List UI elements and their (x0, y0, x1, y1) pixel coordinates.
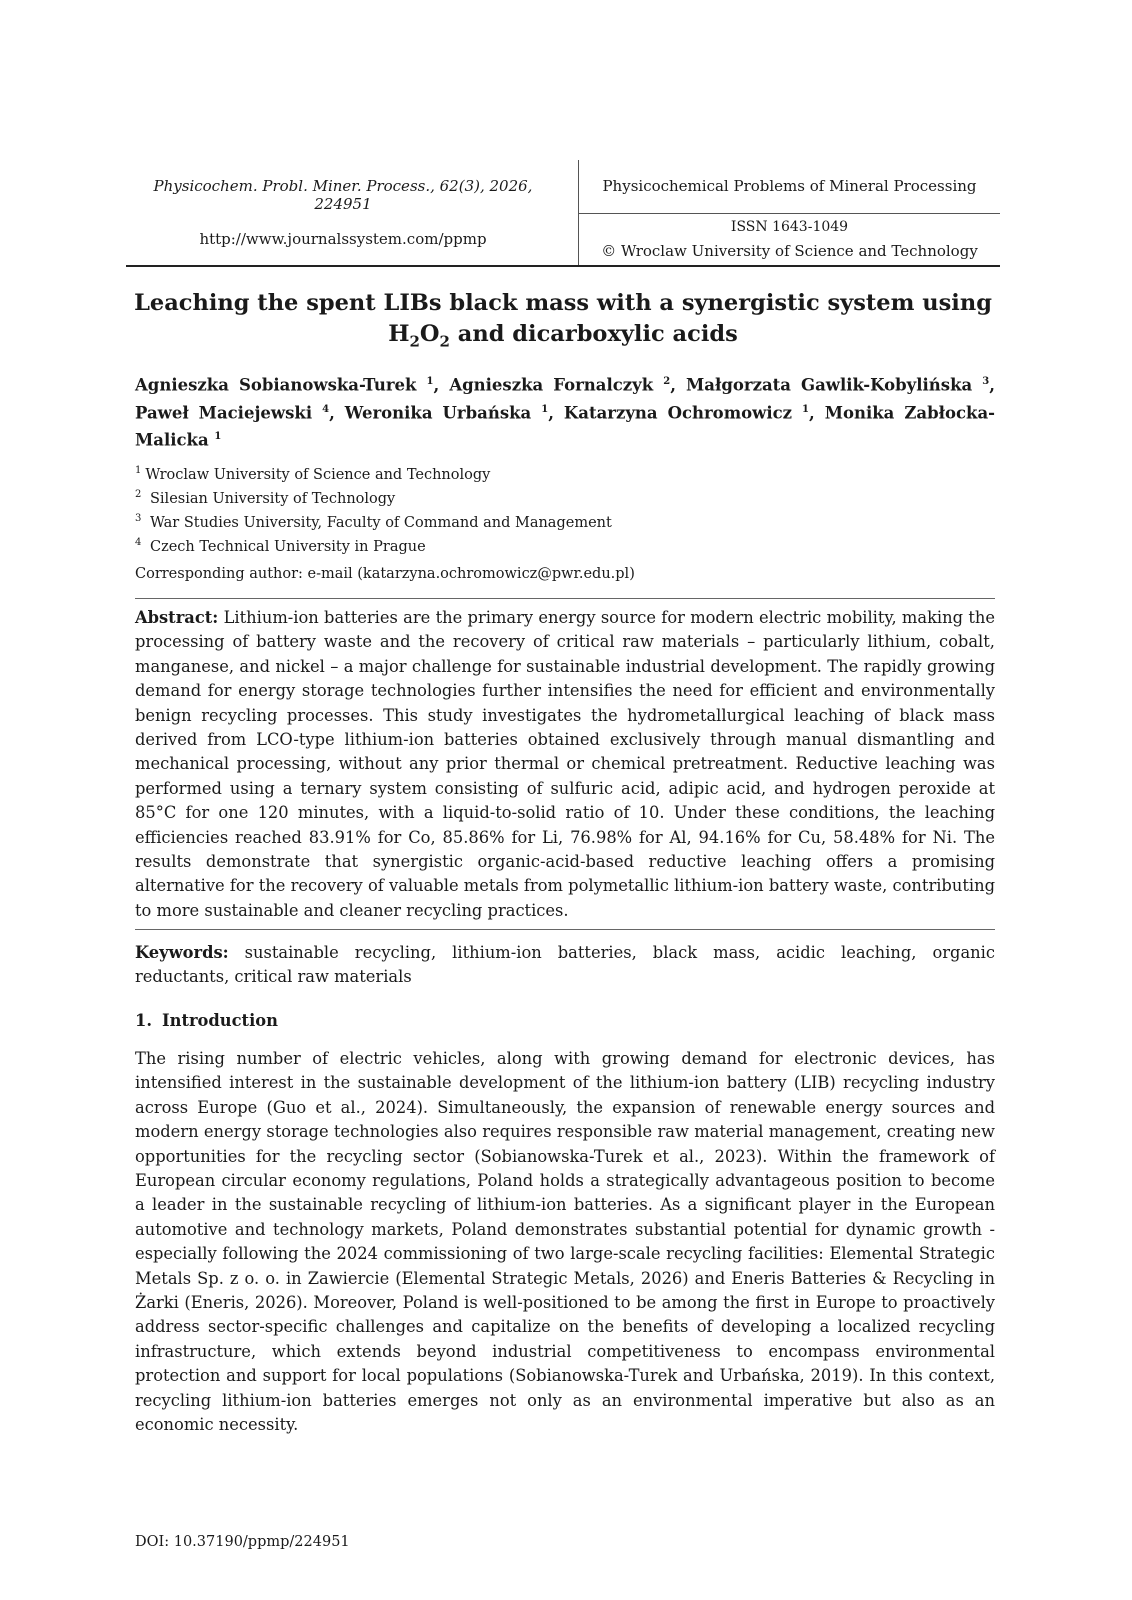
title-formula-h: H (388, 321, 410, 347)
affiliation-item (135, 507, 995, 531)
author-separator: , (809, 403, 825, 422)
author-name: Weronika Urbańska (344, 403, 532, 422)
abstract-bottom-rule (135, 929, 995, 930)
header-rule (126, 265, 1000, 267)
journal-copyright: © Wroclaw University of Science and Technology (601, 242, 978, 260)
author-separator: , (548, 403, 564, 422)
affiliation-number: 2 (135, 489, 142, 500)
keywords (135, 941, 995, 990)
abstract (135, 606, 995, 923)
author-name: Katarzyna Ochromowicz (563, 403, 793, 422)
author-affiliation-mark: 2 (663, 376, 671, 387)
corresponding-author: Corresponding author: e-mail (katarzyna.ochromowicz@pwr.edu.pl) (135, 566, 635, 582)
affiliation-item (135, 483, 995, 507)
journal-header (126, 160, 1000, 268)
paper-title (126, 288, 1000, 358)
affiliation-text: War Studies University, Faculty of Command and Management (149, 514, 612, 531)
journal-name: Physicochemical Problems of Mineral Processing (602, 177, 977, 195)
author-affiliation-mark: 1 (541, 403, 549, 415)
keywords-text: sustainable recycling, lithium-ion batteries, black mass, acidic leaching, organic reductants, critical raw materials (135, 943, 995, 987)
author-affiliation-mark: 1 (214, 431, 222, 442)
title-formula-o: O (419, 321, 440, 347)
title-formula-sub: 2 (439, 332, 450, 351)
affiliation-number: 4 (135, 537, 142, 548)
section-heading (135, 1011, 278, 1030)
title-line-1: Leaching the spent LIBs black mass with a synergistic system using (134, 290, 992, 316)
journal-issn: ISSN 1643-1049 (730, 219, 849, 235)
author-affiliation-mark: 3 (982, 376, 990, 387)
author-name: Paweł Maciejewski (135, 403, 313, 422)
title-line-2: and dicarboxylic acids (449, 321, 738, 347)
author-affiliation-mark: 4 (322, 403, 330, 415)
author-separator: , (433, 375, 450, 395)
author-name: Monika Zabłocka-Malicka (135, 403, 995, 450)
journal-citation: Physicochem. Probl. Miner. Process., 62(3), 2026, 224951 (153, 177, 533, 213)
author-separator: , (329, 403, 345, 422)
affiliation-text: Silesian University of Technology (149, 490, 396, 507)
section-number: 1. (135, 1011, 152, 1030)
author-affiliation-mark: 1 (802, 403, 809, 415)
title-formula-sub: 2 (409, 332, 420, 351)
author-affiliation-mark: 1 (426, 376, 434, 387)
author-separator: , (670, 375, 687, 395)
header-divider-horizontal (579, 213, 1000, 214)
affiliation-number: 1 (135, 465, 142, 476)
affiliation-text: Czech Technical University in Prague (149, 538, 426, 555)
author-separator: , (989, 375, 995, 395)
affiliation-list (135, 459, 995, 555)
abstract-top-rule (135, 598, 995, 599)
affiliation-item (135, 531, 995, 555)
section-title: Introduction (162, 1011, 278, 1030)
affiliation-text: Wroclaw University of Science and Technology (145, 466, 491, 483)
journal-url[interactable]: http://www.journalssystem.com/ppmp (199, 230, 487, 248)
affiliation-item (135, 459, 995, 483)
keywords-label: Keywords: (135, 943, 229, 962)
author-list (135, 370, 995, 453)
affiliation-number: 3 (135, 513, 142, 524)
doi[interactable]: DOI: 10.37190/ppmp/224951 (135, 1534, 350, 1550)
author-name: Małgorzata Gawlik-Kobylińska (686, 375, 973, 395)
abstract-text: Lithium-ion batteries are the primary energy source for modern electric mobility, making the processing of battery waste and the recovery of critical raw materials – particularly lithium, cobalt, manganese, and nickel – a major challenge for sustainable industrial development. The rapidly growing demand for energy storage technologies further intensifies the need for efficient and environmentally benign recycling processes. This study investigates the hydrometallurgical leaching of black mass derived from LCO-type lithium-ion batteries obtained exclusively through manual dismantling and mechanical processing, without any prior thermal or chemical pretreatment. Reductive leaching was performed using a ternary system consisting of sulfuric acid, adipic acid, and hydrogen peroxide at 85°C for one 120 minutes, with a liquid-to-solid ratio of 10. Under these conditions, the leaching efficiencies reached 83.91% for Co, 85.86% for Li, 76.98% for Al, 94.16% for Cu, 58.48% for Ni. The results demonstrate that synergistic organic-acid-based reductive leaching offers a promising alternative for the recovery of valuable metals from polymetallic lithium-ion battery waste, contributing to more sustainable and cleaner recycling practices. (135, 608, 995, 920)
abstract-label: Abstract: (135, 608, 219, 627)
intro-paragraph: The rising number of electric vehicles, along with growing demand for electronic devices, has intensified interest in the sustainable development of the lithium-ion battery (LIB) recycling industry across Europe (Guo et al., 2024). Simultaneously, the expansion of renewable energy sources and modern energy storage technologies also requires responsible raw material management, creating new opportunities for the recycling sector (Sobianowska-Turek et al., 2023). Within the framework of European circular economy regulations, Poland holds a strategically advantageous position to become a leader in the sustainable recycling of lithium-ion batteries. As a significant player in the European automotive and technology markets, Poland demonstrates substantial potential for dynamic growth - especially following the 2024 commissioning of two large-scale recycling facilities: Elemental Strategic Metals Sp. z o. o. in Zawiercie (Elemental Strategic Metals, 2026) and Eneris Batteries & Recycling in Żarki (Eneris, 2026). Moreover, Poland is well-positioned to be among the first in Europe to proactively address sector-specific challenges and capitalize on the benefits of developing a localized recycling infrastructure, which extends beyond industrial competitiveness to encompass environmental protection and support for local populations (Sobianowska-Turek and Urbańska, 2019). In this context, recycling lithium-ion batteries emerges not only as an environmental imperative but also as an economic necessity. (135, 1049, 995, 1435)
author-name: Agnieszka Fornalczyk (449, 375, 654, 395)
author-name: Agnieszka Sobianowska-Turek (135, 375, 417, 395)
